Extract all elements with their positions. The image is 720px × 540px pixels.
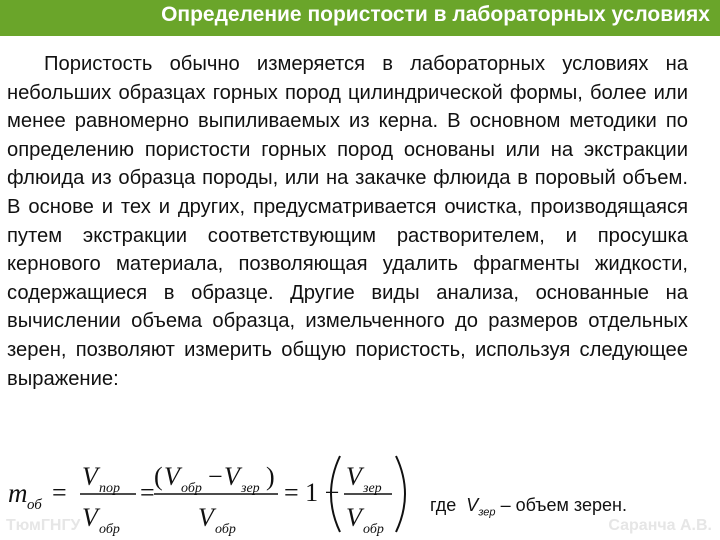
frac2-num-sub2: зер [241, 481, 260, 496]
frac2-num-v2: V [224, 462, 240, 491]
title-bar [0, 0, 720, 36]
formula-lhs: m [8, 478, 28, 508]
where-prefix: где [430, 495, 457, 515]
where-var-sub: зер [478, 506, 496, 519]
frac3-num-v: V [346, 462, 362, 491]
frac1-num-sub: пор [99, 481, 120, 496]
formula-eq-mid: = [140, 478, 155, 507]
formula-eq1: = [52, 478, 67, 507]
frac2-den-sub: обр [215, 522, 236, 536]
frac2-minus: − [208, 462, 223, 491]
frac2-num-v1: V [164, 462, 180, 491]
frac2-den-v: V [198, 503, 214, 532]
big-paren-right [396, 456, 405, 532]
formula-eq2: = 1 − [284, 478, 340, 507]
body-paragraph: Пористость обычно измеряется в лабораторных условиях на небольших образцах горных пород цилиндрической формы, более или менее равномерно выпиливаемых из керна. В основном методики по определению пористости горных пород основаны или на экстракции флюида из образца породы, или на закачке флюида в поровый объем. В основе и тех и других, предусматривается очистка, производящаяся путем экстракции соответствующим растворителем, и просушка кернового материала, позволяющая удалить фрагменты жидкости, содержащиеся в образце. Другие виды анализа, основанные на вычислении объема образца, измельченного до размеров отдельных зерен, позволяют измерить общую пористость, используя следующее выражение: [7, 53, 688, 390]
footer-university: ТюмГНГУ [6, 517, 81, 534]
frac1-num-v: V [82, 462, 98, 491]
frac3-den-sub: обр [363, 522, 384, 536]
frac1-den-v: V [82, 503, 98, 532]
frac1-den-sub: обр [99, 522, 120, 536]
where-var: V [466, 495, 479, 515]
slide-title: Определение пористости в лабораторных условиях [161, 3, 710, 26]
frac3-num-sub: зер [363, 481, 382, 496]
frac3-den-v: V [346, 503, 362, 532]
formula-lhs-sub: об [27, 497, 42, 513]
where-suffix: – объем зерен. [500, 495, 627, 515]
formula-where-note [430, 495, 627, 519]
frac2-open: ( [154, 462, 163, 491]
footer-author: Саранча А.В. [608, 517, 712, 534]
frac2-close: ) [266, 462, 275, 491]
frac2-num-sub1: обр [181, 481, 202, 496]
